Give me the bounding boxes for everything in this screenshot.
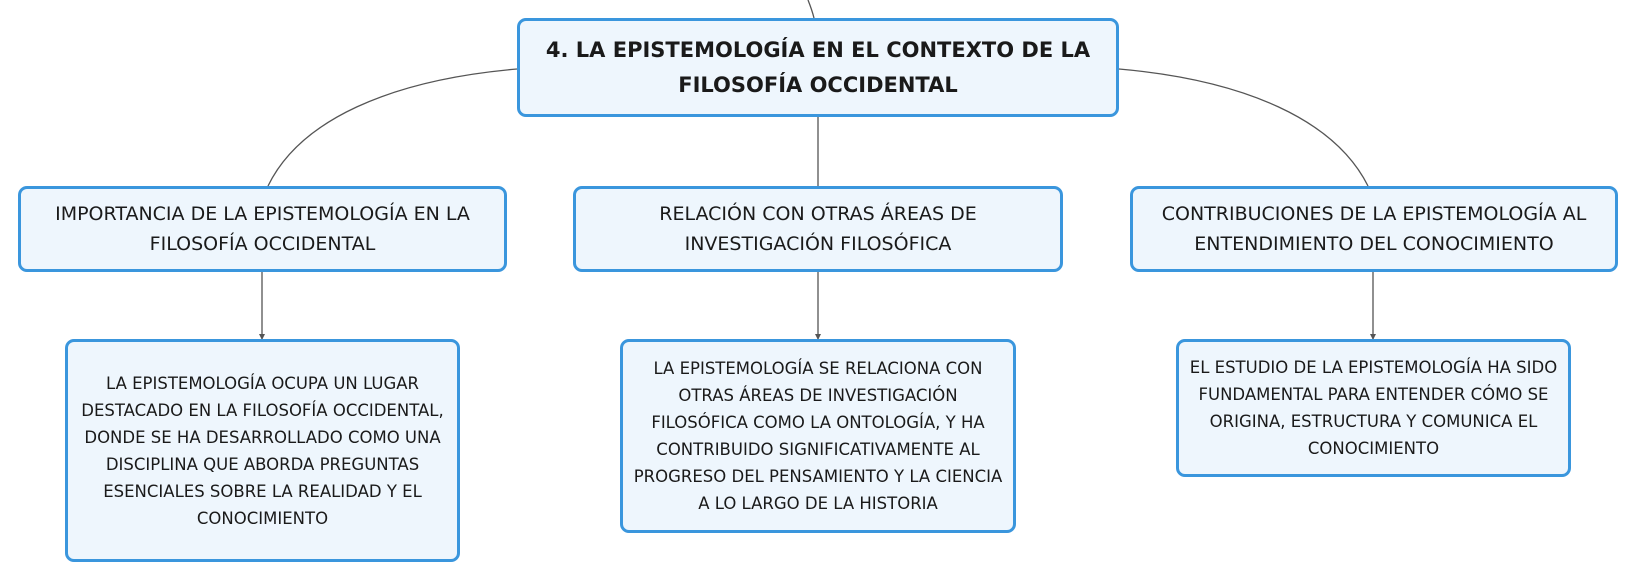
subtopic-node-importancia[interactable] xyxy=(18,186,507,272)
connector-root-parent xyxy=(808,0,814,18)
subtopic-node-contribuciones[interactable] xyxy=(1130,186,1618,272)
subtopic-label: CONTRIBUCIONES DE LA EPISTEMOLOGÍA AL ENTENDIMIENTO DEL CONOCIMIENTO xyxy=(1161,203,1587,255)
detail-node-relacion[interactable] xyxy=(620,339,1016,533)
detail-node-contribuciones[interactable] xyxy=(1176,339,1571,477)
subtopic-label: IMPORTANCIA DE LA EPISTEMOLOGÍA EN LA FILOSOFÍA OCCIDENTAL xyxy=(55,203,470,255)
central-topic-label: 4. LA EPISTEMOLOGÍA EN EL CONTEXTO DE LA FILOSOFÍA OCCIDENTAL xyxy=(545,37,1091,97)
detail-text: EL ESTUDIO DE LA EPISTEMOLOGÍA HA SIDO FUNDAMENTAL PARA ENTENDER CÓMO SE ORIGINA, ESTRUCTURA Y COMUNICA EL CONOCIMIENTO xyxy=(1189,358,1558,458)
connector-root-branch-3 xyxy=(1119,69,1368,186)
subtopic-node-relacion[interactable] xyxy=(573,186,1063,272)
subtopic-label: RELACIÓN CON OTRAS ÁREAS DE INVESTIGACIÓN FILOSÓFICA xyxy=(659,203,977,255)
connector-root-branch-1 xyxy=(268,69,517,186)
detail-node-importancia[interactable] xyxy=(65,339,460,562)
detail-text: LA EPISTEMOLOGÍA OCUPA UN LUGAR DESTACADO EN LA FILOSOFÍA OCCIDENTAL, DONDE SE HA DESARROLLADO COMO UNA DISCIPLINA QUE ABORDA PREGUNTAS ESENCIALES SOBRE LA REALIDAD Y EL CONOCIMIENTO xyxy=(81,373,444,528)
central-topic-node[interactable] xyxy=(517,18,1119,117)
detail-text: LA EPISTEMOLOGÍA SE RELACIONA CON OTRAS ÁREAS DE INVESTIGACIÓN FILOSÓFICA COMO LA ONTOLOGÍA, Y HA CONTRIBUIDO SIGNIFICATIVAMENTE AL PROGRESO DEL PENSAMIENTO Y LA CIENCIA A LO LARGO DE LA HISTORIA xyxy=(633,359,1003,513)
